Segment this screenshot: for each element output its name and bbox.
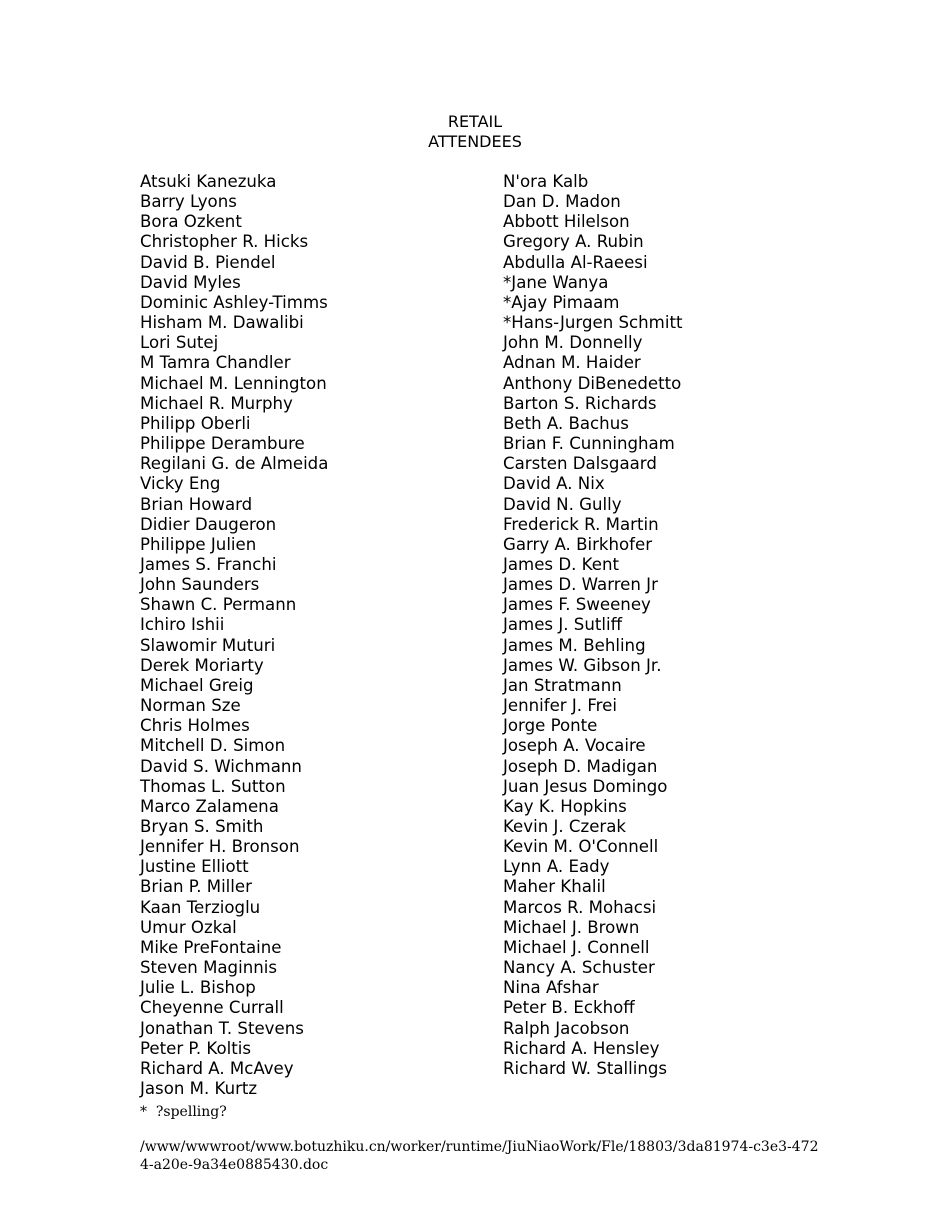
attendee-name: Mitchell D. Simon: [140, 736, 286, 756]
attendee-name: Barry Lyons: [140, 192, 237, 212]
attendee-name: Shawn C. Permann: [140, 595, 297, 615]
attendee-name: Atsuki Kanezuka: [140, 172, 277, 191]
attendee-name: Frederick R. Martin: [503, 514, 659, 534]
attendee-name: Brian Howard: [140, 494, 253, 514]
attendee-name: Anthony DiBenedetto: [503, 373, 682, 393]
attendee-name: Thomas L. Sutton: [140, 776, 286, 796]
attendee-name: Philippe Julien: [140, 534, 257, 554]
attendee-name: Vicky Eng: [140, 474, 221, 494]
attendee-name: Jonathan T. Stevens: [140, 1018, 304, 1038]
attendee-name: James J. Sutliff: [503, 615, 623, 635]
attendee-name: Mike PreFontaine: [140, 937, 282, 957]
attendee-name: Joseph D. Madigan: [503, 756, 658, 776]
attendee-name: Marcos R. Mohacsi: [503, 897, 657, 917]
attendee-name: David B. Piendel: [140, 252, 276, 272]
attendee-name: Justine Elliott: [140, 857, 249, 877]
attendee-name: Abbott Hilelson: [503, 212, 630, 232]
attendee-name: Lori Sutej: [140, 333, 219, 353]
attendee-name: Richard A. McAvey: [140, 1058, 294, 1078]
attendee-name: Chris Holmes: [140, 716, 250, 736]
attendee-name: Hisham M. Dawalibi: [140, 313, 304, 333]
attendee-name: Jennifer J. Frei: [503, 696, 617, 716]
attendee-name: James D. Warren Jr: [503, 575, 658, 595]
attendee-name: Ralph Jacobson: [503, 1018, 630, 1038]
attendee-name: Beth A. Bachus: [503, 413, 629, 433]
attendee-name: *Ajay Pimaam: [503, 292, 620, 312]
attendee-name: Michael J. Brown: [503, 917, 640, 937]
attendee-name: John Saunders: [140, 575, 260, 595]
attendee-name: Dominic Ashley-Timms: [140, 292, 328, 312]
attendee-name: Philippe Derambure: [140, 434, 305, 454]
attendee-name: Joseph A. Vocaire: [503, 736, 646, 756]
attendee-name: Derek Moriarty: [140, 655, 264, 675]
attendee-name: Gregory A. Rubin: [503, 232, 644, 252]
file-path: /www/wwwroot/www.botuzhiku.cn/worker/runtime/JiuNiaoWork/Fle/18803/3da81974-c3e3-4724-a20e-9a34e0885430.doc: [140, 1139, 819, 1173]
attendee-name: Julie L. Bishop: [140, 978, 256, 998]
heading-attendees: ATTENDEES: [428, 132, 522, 151]
attendee-name: Dan D. Madon: [503, 192, 621, 212]
attendee-name: James S. Franchi: [140, 554, 277, 574]
attendee-name: Lynn A. Eady: [503, 857, 610, 877]
attendee-name: David Myles: [140, 272, 241, 292]
attendee-list-right: [503, 172, 863, 1079]
heading-retail: RETAIL: [447, 112, 503, 131]
spelling-footnote: * ?spelling?: [140, 1104, 227, 1120]
attendee-name: Kaan Terzioglu: [140, 897, 261, 917]
attendee-name: Maher Khalil: [503, 877, 606, 897]
attendee-name: Jan Stratmann: [503, 675, 622, 695]
attendee-name: David S. Wichmann: [140, 756, 302, 776]
attendee-name: Nancy A. Schuster: [503, 958, 655, 978]
attendee-name: Peter P. Koltis: [140, 1038, 251, 1058]
attendee-name: Jennifer H. Bronson: [140, 837, 300, 857]
attendee-name: Didier Daugeron: [140, 514, 277, 534]
attendee-name: Philipp Oberli: [140, 413, 251, 433]
attendee-name: James W. Gibson Jr.: [503, 655, 662, 675]
attendee-name: Cheyenne Currall: [140, 998, 284, 1018]
attendee-name: Jorge Ponte: [503, 716, 598, 736]
attendee-name: Nina Afshar: [503, 978, 599, 998]
attendee-name: Kevin M. O'Connell: [503, 837, 659, 857]
attendee-name: James D. Kent: [503, 554, 619, 574]
attendee-name: Peter B. Eckhoff: [503, 998, 635, 1018]
attendee-name: James M. Behling: [503, 635, 646, 655]
attendee-name: Norman Sze: [140, 696, 241, 716]
attendee-name: N'ora Kalb: [503, 172, 589, 191]
attendee-name: Steven Maginnis: [140, 958, 277, 978]
attendee-name: Juan Jesus Domingo: [503, 776, 668, 796]
attendee-name: Kevin J. Czerak: [503, 817, 627, 836]
attendee-name: Kay K. Hopkins: [503, 796, 627, 816]
attendee-name: Marco Zalamena: [140, 796, 279, 816]
attendee-name: Adnan M. Haider: [503, 353, 641, 373]
attendee-name: James F. Sweeney: [503, 595, 651, 615]
attendee-name: Slawomir Muturi: [140, 635, 276, 655]
attendee-name: Bora Ozkent: [140, 212, 242, 232]
attendee-name: Bryan S. Smith: [140, 817, 264, 836]
attendee-name: Barton S. Richards: [503, 393, 657, 413]
attendee-name: Brian P. Miller: [140, 877, 252, 897]
attendee-name: Regilani G. de Almeida: [140, 454, 329, 474]
attendee-name: Michael R. Murphy: [140, 393, 293, 413]
attendee-name: *Jane Wanya: [503, 272, 609, 292]
attendee-name: Carsten Dalsgaard: [503, 454, 657, 474]
attendee-list-left: [140, 172, 480, 1099]
attendee-name: Michael M. Lennington: [140, 373, 327, 393]
attendee-name: Abdulla Al-Raeesi: [503, 252, 648, 272]
attendee-name: *Hans-Jurgen Schmitt: [503, 313, 683, 333]
attendee-name: M Tamra Chandler: [140, 353, 291, 373]
attendee-name: Richard A. Hensley: [503, 1038, 660, 1058]
attendee-name: Garry A. Birkhofer: [503, 534, 653, 554]
attendee-name: John M. Donnelly: [503, 333, 643, 353]
attendee-name: Christopher R. Hicks: [140, 232, 309, 252]
attendee-name: David N. Gully: [503, 494, 622, 514]
attendee-name: Ichiro Ishii: [140, 615, 225, 635]
attendee-name: Umur Ozkal: [140, 917, 237, 937]
attendee-name: Michael Greig: [140, 675, 254, 695]
attendee-name: Jason M. Kurtz: [140, 1079, 258, 1099]
attendee-name: Richard W. Stallings: [503, 1058, 668, 1078]
attendee-name: David A. Nix: [503, 474, 605, 494]
attendee-name: Brian F. Cunningham: [503, 434, 675, 454]
attendee-name: Michael J. Connell: [503, 937, 650, 957]
